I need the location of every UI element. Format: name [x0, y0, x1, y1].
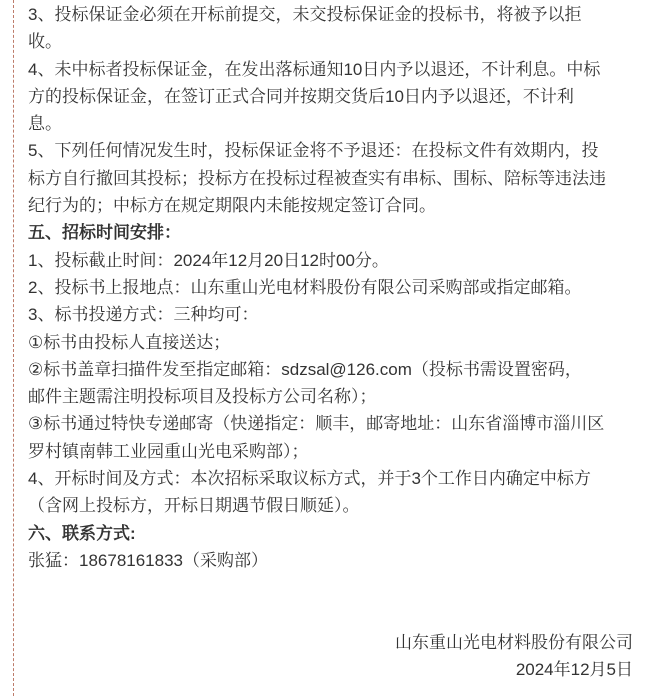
document-line: ③标书通过特快专递邮寄（快递指定：顺丰，邮寄地址：山东省淄博市淄川区 — [28, 414, 605, 434]
document-line: 4、未中标者投标保证金，在发出落标通知10日内予以退还，不计利息。中标 — [28, 59, 601, 79]
left-dashed-divider — [13, 0, 14, 696]
document-line: 息。 — [28, 114, 62, 134]
signature-line: 山东重山光电材料股份有限公司 — [395, 632, 633, 652]
document-line: ②标书盖章扫描件发至指定邮箱：sdzsal@126.com（投标书需设置密码， — [28, 359, 582, 379]
document-line: 收。 — [28, 32, 62, 52]
document-line: ①标书由投标人直接送达； — [28, 332, 231, 352]
document-line: 3、标书投递方式：三种均可： — [28, 305, 259, 325]
document-line: 邮件主题需注明投标项目及投标方公司名称）； — [28, 387, 377, 407]
document-line: 张猛：18678161833（采购部） — [28, 550, 269, 570]
tender-notice-document — [28, 1, 655, 683]
section-heading: 六、联系方式: — [28, 523, 136, 543]
blank-line — [28, 574, 655, 601]
document-line: 3、投标保证金必须在开标前提交，未交投标保证金的投标书，将被予以拒 — [28, 5, 582, 24]
document-line: 标方自行撤回其投标；投标方在投标过程被查实有串标、围标、陪标等违法违 — [28, 168, 606, 188]
document-line: 5、下列任何情况发生时，投标保证金将不予退还：在投标文件有效期内，投 — [28, 141, 599, 161]
document-line: （含网上投标方，开标日期遇节假日顺延）。 — [28, 496, 360, 516]
document-line: 4、开标时间及方式：本次招标采取议标方式，并于3个工作日内确定中标方 — [28, 469, 591, 489]
document-line: 罗村镇南韩工业园重山光电采购部）； — [28, 441, 309, 461]
section-heading: 五、招标时间安排： — [28, 223, 181, 243]
document-line: 方的投标保证金，在签订正式合同并按期交货后10日内予以退还，不计利 — [28, 86, 574, 106]
document-line: 2、投标书上报地点：山东重山光电材料股份有限公司采购部或指定邮箱。 — [28, 277, 582, 297]
blank-line — [28, 602, 655, 629]
document-line: 1、投标截止时间：2024年12月20日12时00分。 — [28, 250, 389, 270]
signature-line: 2024年12月5日 — [515, 660, 633, 680]
document-line: 纪行为的；中标方在规定期限内未能按规定签订合同。 — [28, 196, 436, 216]
